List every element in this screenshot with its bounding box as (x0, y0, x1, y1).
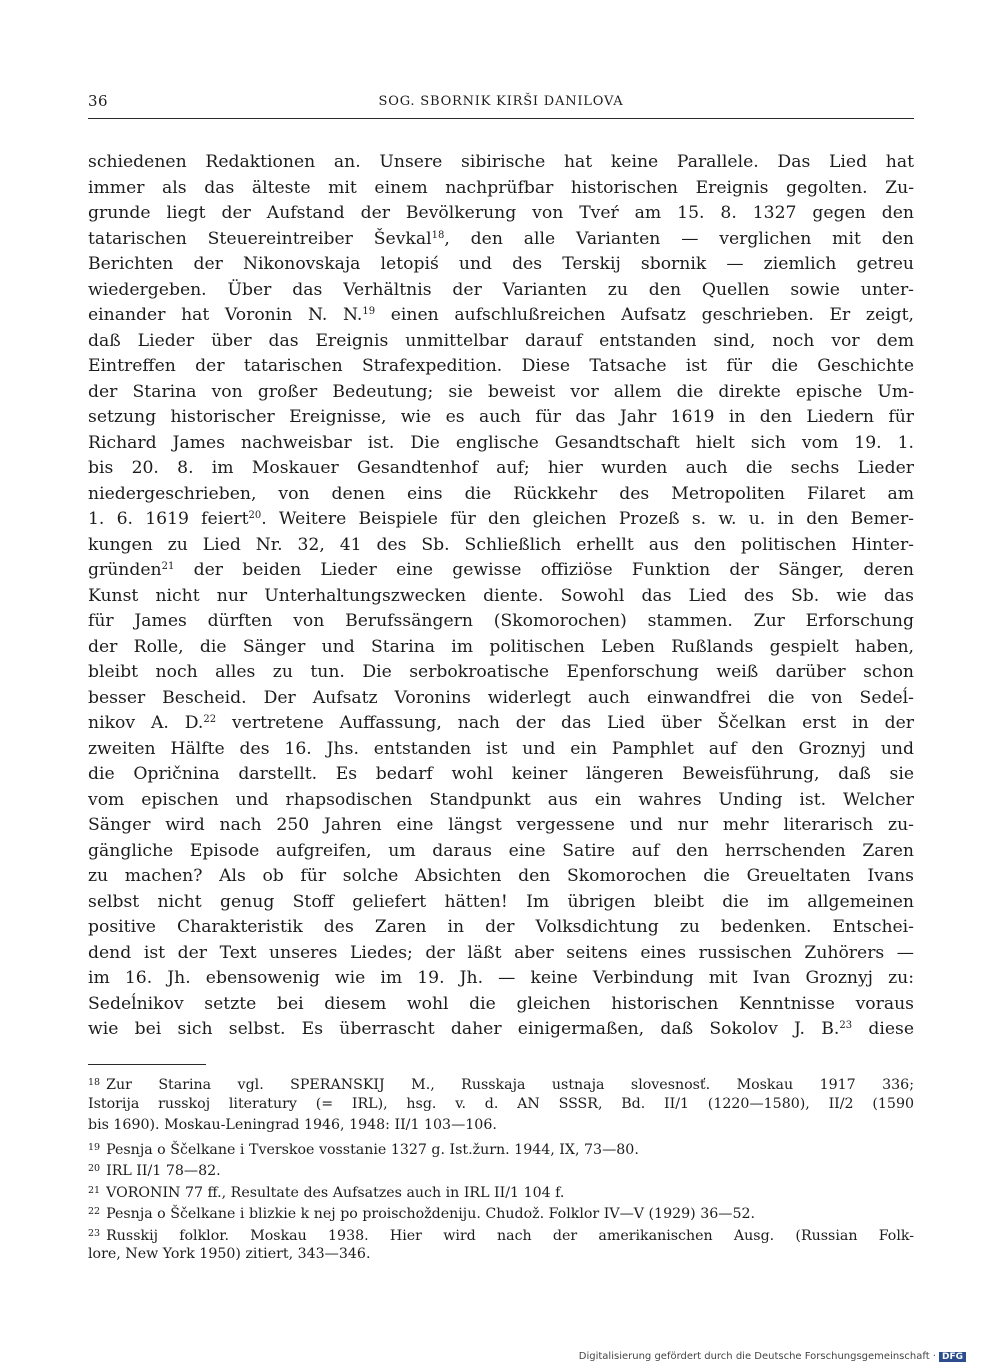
footnote-19: $^{19}$ Pesnja o Ščelkane i Tverskoe vosstanie 1327 g. Ist.žurn. 1944, IX, 73—80. (88, 1141, 639, 1158)
footnote-ref: 19 (362, 306, 376, 317)
footnote-ref: 20 (248, 510, 262, 521)
digitization-credit: Digitalisierung gefördert durch die Deutsche Forschungsgemeinschaft · DFG (579, 1351, 966, 1362)
footnote-ref: 23 (839, 1020, 853, 1031)
page-number: 36 (88, 92, 109, 110)
text-line: setzung historischer Ereignisse, wie es auch für das Jahr 1619 in den Liedern für (88, 407, 914, 427)
footnote-ref: 22 (203, 714, 217, 725)
text-line: wie bei sich selbst. Es überrascht daher einigermaßen, daß Sokolov J. B.$^{23}$ diese (88, 1019, 914, 1039)
footnote-divider (88, 1064, 206, 1065)
dfg-logo-icon: DFG (939, 1352, 966, 1362)
text-line: kungen zu Lied Nr. 32, 41 des Sb. Schließlich erhellt aus den politischen Hinter- (88, 534, 914, 555)
text-line: einander hat Voronin N. N.$^{19}$ einen aufschlußreichen Aufsatz geschrieben. Er zeigt, (88, 305, 914, 325)
footnote-23-cont: lore, New York 1950) zitiert, 343—346. (88, 1246, 371, 1262)
text-line: Berichten der Nikonovskaja letopiś und des Terskij sbornik — ziemlich getreu (88, 254, 914, 274)
text-line: immer als das älteste mit einem nachprüfbar historischen Ereignis gegolten. Zu- (88, 177, 914, 198)
text-line: der Starina von großer Bedeutung; sie beweist vor allem die direkte epische Um- (88, 381, 914, 402)
text-line: Sänger wird nach 250 Jahren eine längst vergessene und nur mehr literarisch zu- (88, 815, 914, 835)
text-line: für James dürften von Berufssängern (Skomorochen) stammen. Zur Erforschung (88, 611, 914, 631)
text-line: Eintreffen der tatarischen Strafexpedition. Diese Tatsache ist für die Geschichte (88, 356, 914, 376)
footnote-22: $^{22}$ Pesnja o Ščelkane i blizkie k nej po proischoždeniju. Chudož. Folklor IV—V (1929) 36—52. (88, 1206, 756, 1222)
text-line: im 16. Jh. ebensowenig wie im 19. Jh. — keine Verbindung mit Ivan Groznyj zu: (88, 968, 914, 988)
text-line: grunde liegt der Aufstand der Bevölkerung von Tveŕ am 15. 8. 1327 gegen den (88, 203, 914, 223)
text-line: Kunst nicht nur Unterhaltungszwecken diente. Sowohl das Lied des Sb. wie das (88, 585, 914, 606)
text-line: tatarischen Steuereintreiber Ševkal$^{18}$, den alle Varianten — verglichen mit den (88, 228, 914, 249)
footnote-18-cont: Istorija russkoj literatury (= IRL), hsg. v. d. AN SSSR, Bd. II/1 (1220—1580), II/2 (1590 (88, 1095, 914, 1112)
text-line: die Opričnina darstellt. Es bedarf wohl keiner längeren Beweisführung, daß sie (88, 764, 914, 784)
text-line: schiedenen Redaktionen an. Unsere sibirische hat keine Parallele. Das Lied hat (88, 152, 914, 172)
text-line: zweiten Hälfte des 16. Jhs. entstanden ist und ein Pamphlet auf den Groznyj und (88, 738, 914, 759)
main-text (88, 150, 914, 1043)
text-line: selbst nicht genug Stoff geliefert hätten! Im übrigen bleibt die im allgemeinen (88, 891, 914, 912)
footnotes (88, 1072, 914, 1266)
text-line: wiedergeben. Über das Verhältnis der Varianten zu den Quellen sowie unter- (88, 279, 914, 300)
text-line: Richard James nachweisbar ist. Die englische Gesandtschaft hielt sich vom 19. 1. (88, 432, 914, 453)
footnote-20: $^{20}$ IRL II/1 78—82. (88, 1163, 221, 1179)
text-line: dend ist der Text unseres Liedes; der läßt aber seitens eines russischen Zuhörers — (88, 942, 914, 963)
footnote-23: $^{23}$ Russkij folklor. Moskau 1938. Hier wird nach der amerikanischen Ausg. (Russian Folk- (88, 1227, 914, 1244)
footnote-18-cont: bis 1690). Moskau-Leningrad 1946, 1948: II/1 103—106. (88, 1117, 497, 1133)
footnote-18: $^{18}$ Zur Starina vgl. SPERANSKIJ M., Russkaja ustnaja slovesnosť. Moskau 1917 336; (88, 1077, 914, 1093)
text-line: daß Lieder über das Ereignis unmittelbar darauf entstanden sind, noch vor dem (88, 330, 914, 351)
text-line: der Rolle, die Sänger und Starina im politischen Leben Rußlands gespielt haben, (88, 636, 914, 657)
text-line: zu machen? Als ob für solche Absichten den Skomorochen die Greueltaten Ivans (88, 866, 914, 886)
text-line: nikov A. D.$^{22}$ vertretene Auffassung, nach der das Lied über Ščelkan erst in der (88, 713, 914, 733)
footnote-ref: 21 (161, 561, 175, 572)
footnote-21: $^{21}$ VORONIN 77 ff., Resultate des Aufsatzes auch in IRL II/1 104 f. (88, 1184, 565, 1201)
text-line: gängliche Episode aufgreifen, um daraus eine Satire auf den herrschenden Zaren (88, 840, 914, 861)
text-line: besser Bescheid. Der Aufsatz Voronins widerlegt auch einwandfrei die von Sedeĺ- (88, 687, 914, 708)
text-line: bleibt noch alles zu tun. Die serbokroatische Epenforschung weiß darüber schon (88, 662, 914, 682)
text-line: positive Charakteristik des Zaren in der Volksdichtung zu bedenken. Entschei- (88, 917, 914, 937)
text-line: vom epischen und rhapsodischen Standpunkt aus ein wahres Unding ist. Welcher (88, 789, 914, 810)
text-line: Sedeĺnikov setzte bei diesem wohl die gleichen historischen Kenntnisse voraus (88, 993, 914, 1014)
page-header (88, 92, 914, 119)
footnote-ref: 18 (431, 229, 445, 241)
text-line: gründen$^{21}$ der beiden Lieder eine gewisse offiziöse Funktion der Sänger, deren (88, 560, 914, 580)
text-line: bis 20. 8. im Moskauer Gesandtenhof auf; hier wurden auch die sechs Lieder (88, 458, 914, 478)
text-line: niedergeschrieben, von denen eins die Rückkehr des Metropoliten Filaret am (88, 483, 914, 504)
running-title: SOG. SBORNIK KIRŠI DANILOVA (378, 94, 624, 109)
text-line: 1. 6. 1619 feiert$^{20}$. Weitere Beispiele für den gleichen Prozeß s. w. u. in den Bemer- (88, 509, 914, 529)
